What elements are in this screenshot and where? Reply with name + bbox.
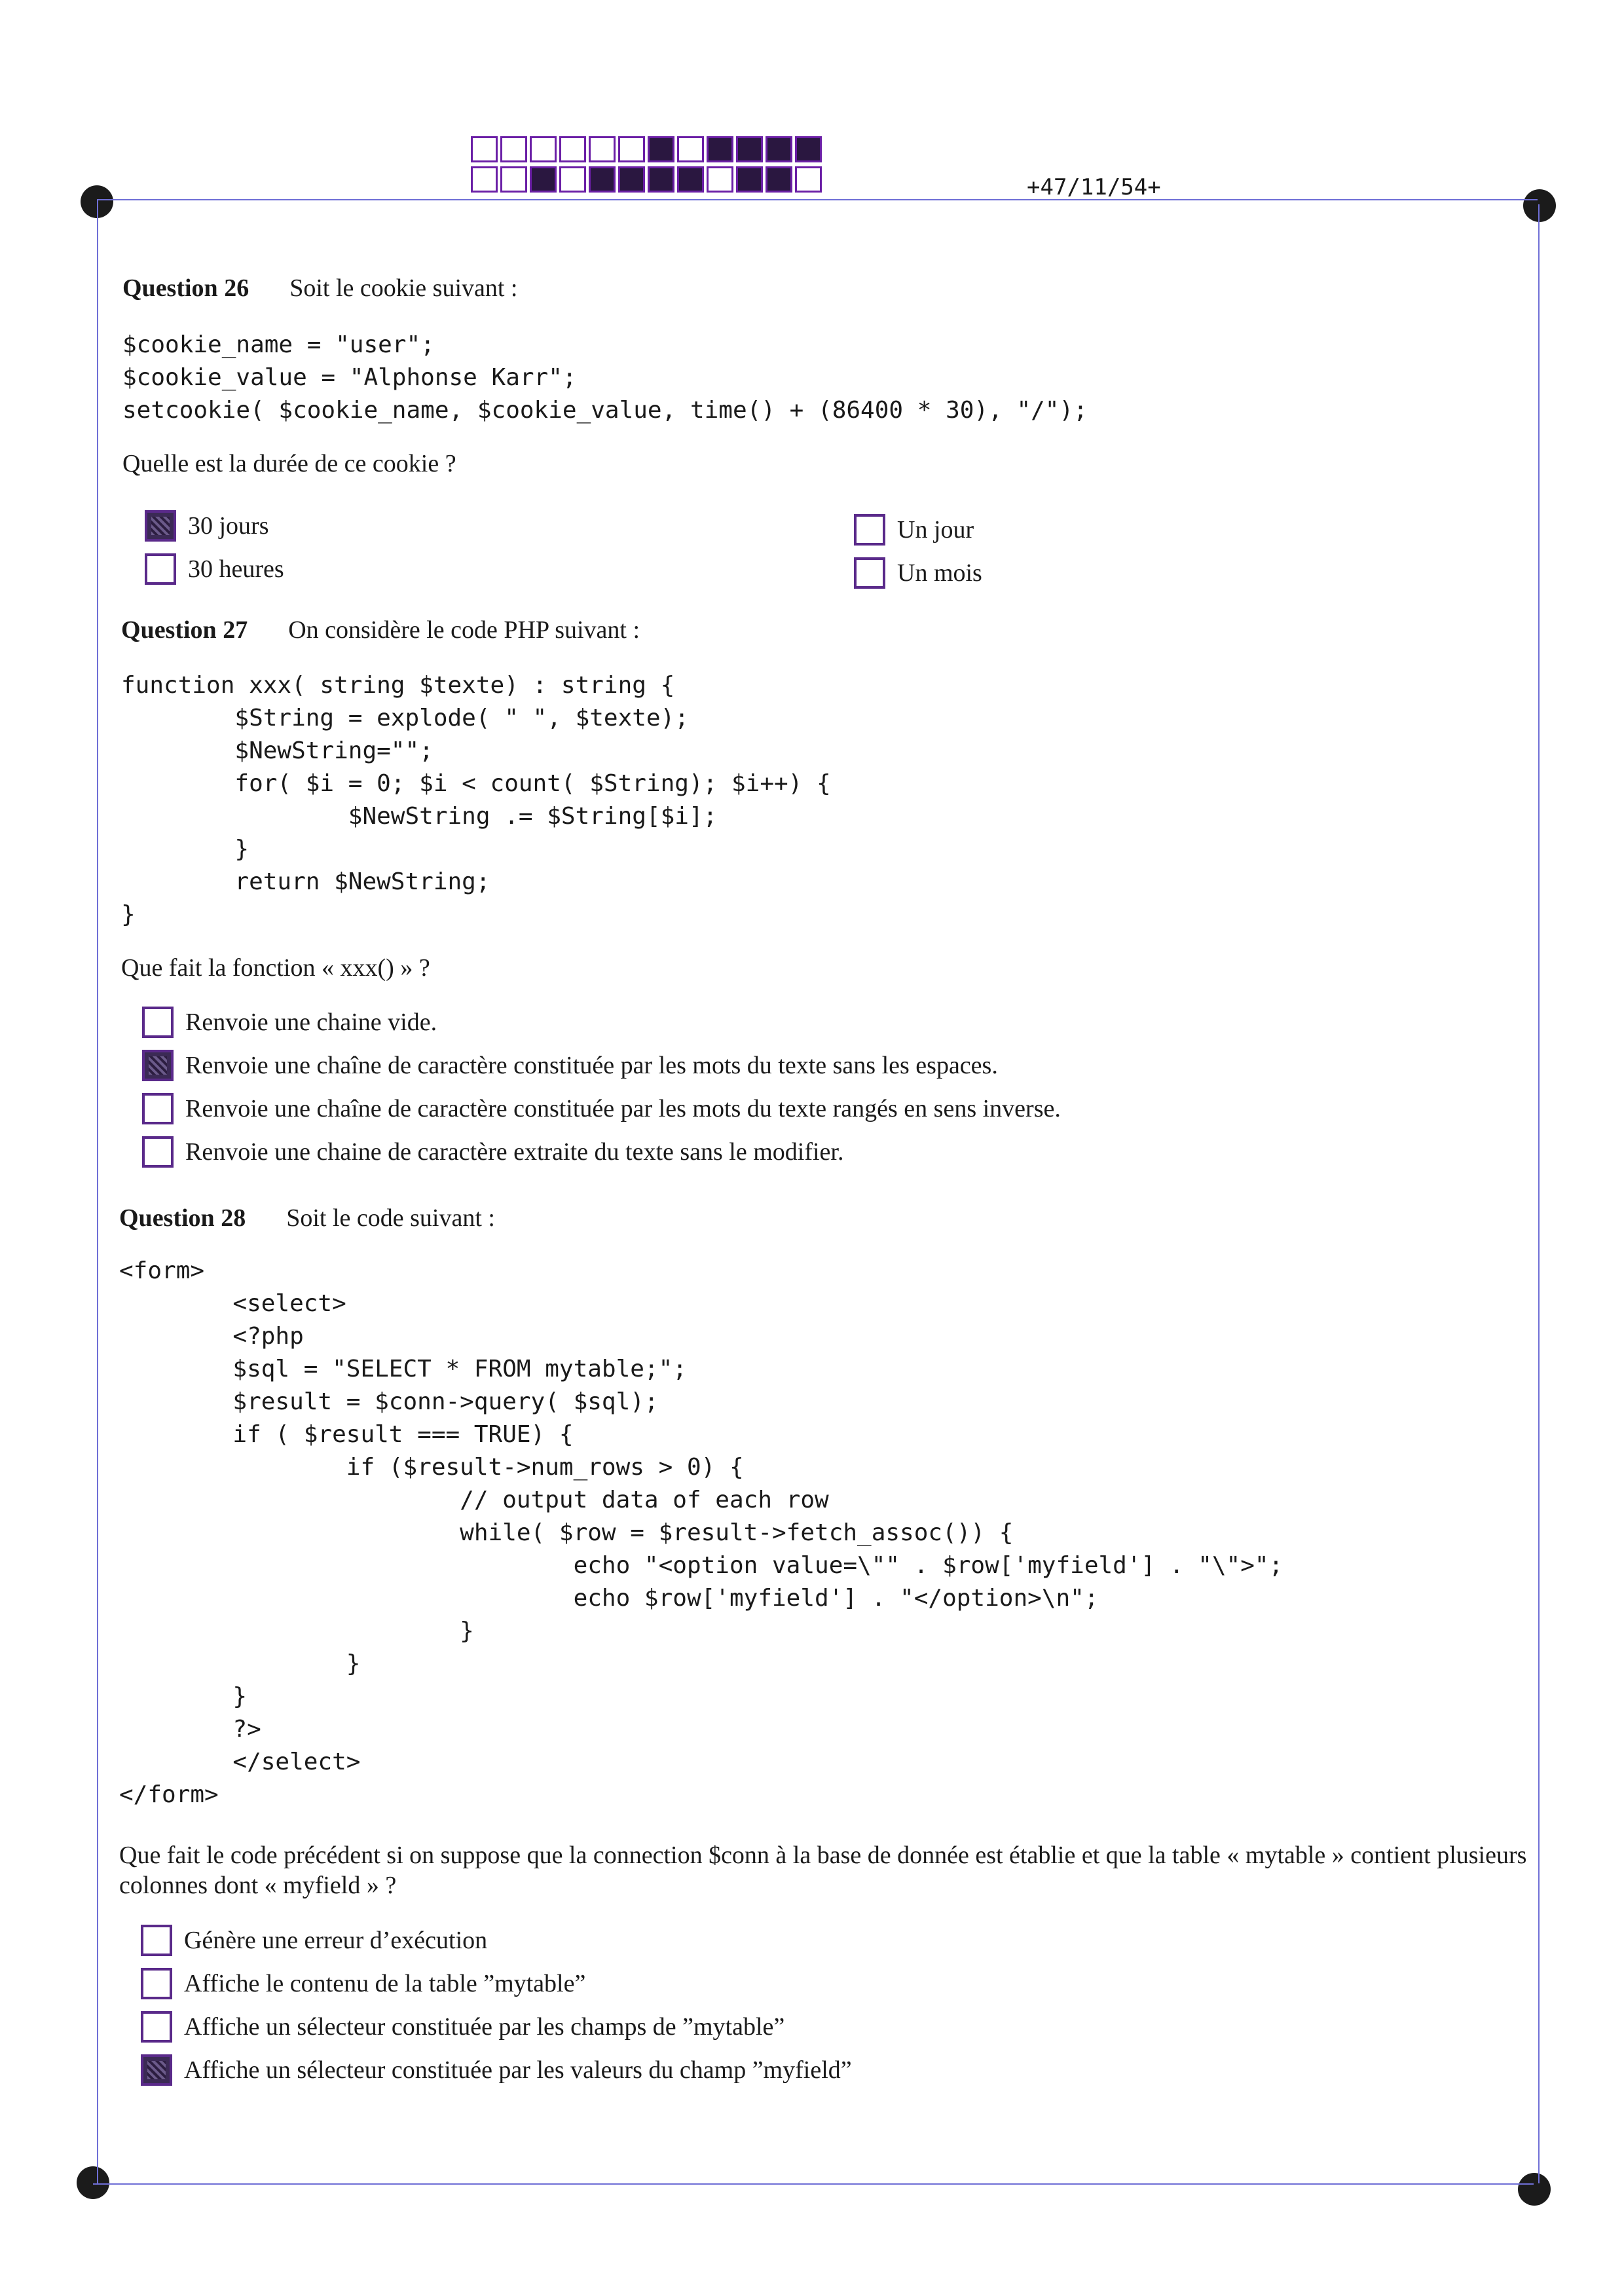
frame-right-line	[1538, 204, 1540, 2183]
frame-left-line	[97, 200, 98, 2183]
registration-mark-bottom-right	[1518, 2173, 1551, 2206]
id-code-cell	[766, 166, 792, 193]
checkbox[interactable]	[141, 2011, 172, 2043]
id-code-cell	[530, 166, 557, 193]
question-26-prompt: Soit le cookie suivant :	[289, 274, 518, 302]
choice[interactable]	[142, 1044, 1061, 1087]
choice-label: Un mois	[897, 559, 982, 587]
id-code-cell	[648, 166, 674, 193]
choice-label: Affiche le contenu de la table ”mytable”	[184, 1970, 586, 1997]
id-code-cell	[500, 136, 527, 162]
choice[interactable]	[854, 551, 982, 595]
choice-label: Un jour	[897, 516, 974, 544]
checkbox[interactable]	[141, 2054, 172, 2086]
registration-mark-bottom-left	[77, 2166, 109, 2199]
choice[interactable]	[141, 2048, 852, 2092]
question-27-code: function xxx( string $texte) : string { $String = explode( " ", $texte); $NewString=""; for( $i = 0; $i < count( $String); $i++) { $NewString .= $String[$i]; } return $NewString; }	[121, 672, 831, 928]
page-id: +47/11/54+	[1027, 174, 1161, 200]
id-code-cell	[471, 166, 498, 193]
choice-label: 30 jours	[188, 512, 269, 540]
id-code-cell	[559, 166, 586, 193]
checkbox[interactable]	[854, 557, 885, 589]
id-code-cell	[618, 136, 645, 162]
choice[interactable]	[142, 1087, 1061, 1130]
checkbox[interactable]	[141, 1925, 172, 1956]
choice-label: 30 heures	[188, 555, 284, 583]
choice-label: Génère une erreur d’exécution	[184, 1927, 488, 1954]
choice[interactable]	[142, 1001, 1061, 1044]
id-code-cell	[648, 136, 674, 162]
id-code-cell	[766, 136, 792, 162]
question-28-prompt: Soit le code suivant :	[286, 1204, 495, 1232]
checkbox[interactable]	[141, 1968, 172, 1999]
id-code-row-1	[471, 136, 824, 162]
question-28-code: <form> <select> <?php $sql = "SELECT * FROM mytable;"; $result = $conn->query( $sql); if ( $result === TRUE) { if ($result->num_rows > 0) { // output data of each row while( $row = $result->fetch_assoc()) { echo "<option value=\"" . $row['myfield'] . "\">"; echo $row['myfield'] . "</option>\n"; } } } ?> </select> </form>	[119, 1257, 1283, 1808]
registration-mark-top-right	[1523, 189, 1556, 222]
checkbox[interactable]	[145, 553, 176, 585]
choice-label: Renvoie une chaine de caractère extraite du texte sans le modifier.	[185, 1138, 844, 1166]
checkbox[interactable]	[854, 514, 885, 546]
id-code-cell	[530, 136, 557, 162]
question-26-code: $cookie_name = "user"; $cookie_value = "Alphonse Karr"; setcookie( $cookie_name, $cookie_value, time() + (86400 * 30), "/");	[122, 331, 1088, 424]
choice[interactable]	[145, 547, 284, 591]
choice[interactable]	[141, 2005, 852, 2048]
id-code-cell	[795, 136, 822, 162]
question-27-title	[121, 616, 640, 644]
id-code-cell	[677, 136, 704, 162]
question-27-label: Question 27	[121, 616, 248, 644]
checkbox[interactable]	[142, 1136, 174, 1168]
page-id-code	[471, 136, 824, 193]
question-28-label: Question 28	[119, 1204, 246, 1232]
question-26-label: Question 26	[122, 274, 249, 302]
choice[interactable]	[141, 1962, 852, 2005]
question-28-title	[119, 1204, 495, 1232]
checkbox[interactable]	[145, 510, 176, 542]
question-26-question: Quelle est la durée de ce cookie ?	[122, 450, 456, 477]
choice-label: Affiche un sélecteur constituée par les champs de ”mytable”	[184, 2013, 785, 2041]
choice[interactable]	[141, 1919, 852, 1962]
id-code-cell	[736, 136, 763, 162]
id-code-cell	[589, 136, 616, 162]
checkbox[interactable]	[142, 1093, 174, 1124]
choice-label: Renvoie une chaine vide.	[185, 1009, 437, 1036]
choice[interactable]	[854, 508, 982, 551]
id-code-row-2	[471, 166, 824, 193]
id-code-cell	[707, 136, 733, 162]
id-code-cell	[736, 166, 763, 193]
frame-bottom-line	[93, 2183, 1534, 2185]
id-code-cell	[707, 166, 733, 193]
question-26-choices-right	[854, 508, 982, 595]
choice[interactable]	[142, 1130, 1061, 1174]
id-code-cell	[618, 166, 645, 193]
choice-label: Renvoie une chaîne de caractère constituée par les mots du texte sans les espaces.	[185, 1052, 998, 1079]
id-code-cell	[795, 166, 822, 193]
question-27-choices	[142, 1001, 1061, 1174]
question-26-choices-left	[145, 504, 284, 591]
checkbox[interactable]	[142, 1007, 174, 1038]
checkbox[interactable]	[142, 1050, 174, 1081]
id-code-cell	[471, 136, 498, 162]
question-27-question: Que fait la fonction « xxx() » ?	[121, 954, 430, 982]
frame-top-line	[97, 199, 1538, 200]
question-28-question: Que fait le code précédent si on suppose que la connection $conn à la base de donnée est établie et que la table « mytable » contient plusieurs colonnes dont « myfield » ?	[119, 1842, 1527, 1899]
question-27-prompt: On considère le code PHP suivant :	[288, 616, 640, 644]
question-26-title	[122, 274, 518, 303]
choice[interactable]	[145, 504, 284, 547]
id-code-cell	[500, 166, 527, 193]
question-28-choices	[141, 1919, 852, 2092]
id-code-cell	[677, 166, 704, 193]
id-code-cell	[589, 166, 616, 193]
choice-label: Affiche un sélecteur constituée par les valeurs du champ ”myfield”	[184, 2056, 852, 2084]
choice-label: Renvoie une chaîne de caractère constituée par les mots du texte rangés en sens inverse.	[185, 1095, 1061, 1122]
id-code-cell	[559, 136, 586, 162]
